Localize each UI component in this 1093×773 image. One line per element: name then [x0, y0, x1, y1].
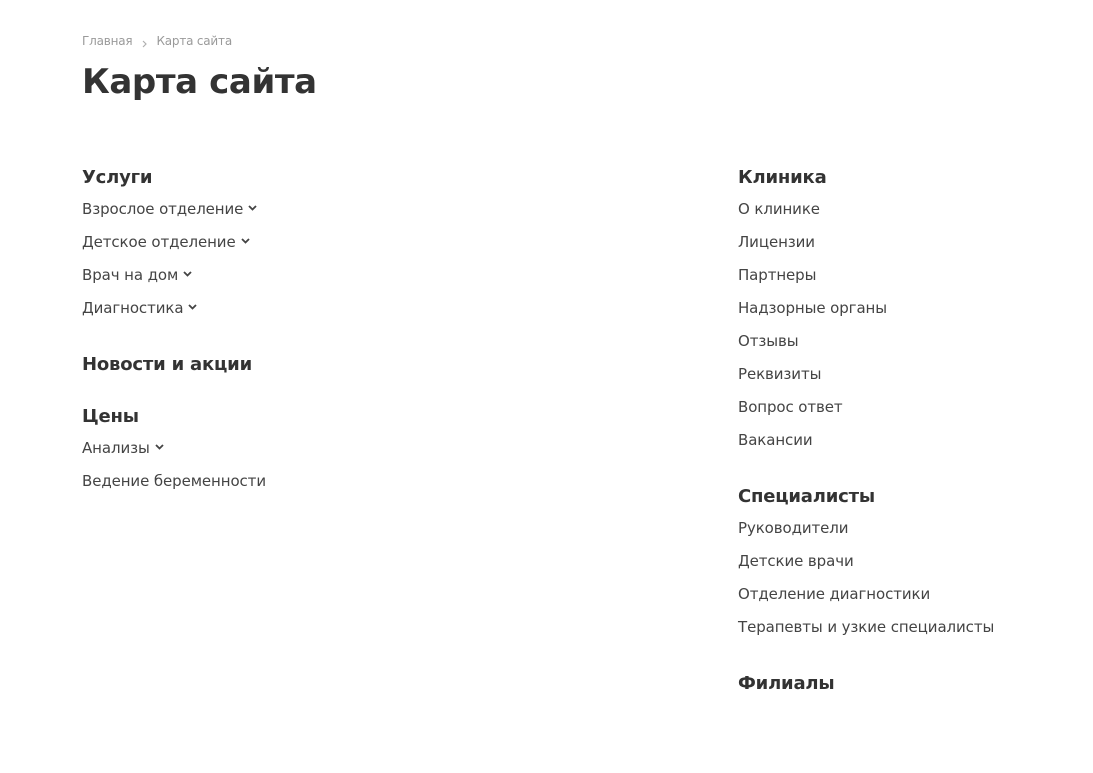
section-title-specialists[interactable]: Специалисты	[738, 486, 875, 507]
chevron-down-icon[interactable]	[183, 261, 192, 289]
sitemap-link[interactable]: Диагностика	[82, 299, 184, 317]
chevron-down-icon[interactable]	[241, 228, 250, 256]
services-list	[82, 195, 266, 327]
sitemap-link-item	[82, 294, 266, 327]
sitemap-link[interactable]: Анализы	[82, 439, 150, 457]
section-title-services[interactable]: Услуги	[82, 167, 153, 188]
page-title: Карта сайта	[82, 62, 317, 102]
sitemap-link-item	[82, 228, 266, 261]
sitemap-link-item	[738, 327, 994, 360]
clinic-list	[738, 195, 994, 459]
section-specialists	[738, 483, 994, 646]
section-branches	[738, 670, 994, 698]
sitemap-link[interactable]: Врач на дом	[82, 266, 179, 284]
section-prices	[82, 403, 266, 500]
breadcrumb-home-link[interactable]: Главная	[82, 34, 133, 48]
chevron-down-icon[interactable]	[188, 294, 197, 322]
section-title-branches[interactable]: Филиалы	[738, 673, 835, 694]
breadcrumb	[82, 33, 232, 49]
sitemap-link-item	[82, 261, 266, 294]
sitemap-link[interactable]: Вопрос ответ	[738, 398, 843, 416]
sitemap-link[interactable]: Терапевты и узкие специалисты	[738, 618, 995, 636]
sitemap-right-column	[738, 164, 994, 722]
sitemap-link-item	[738, 613, 994, 646]
sitemap-link[interactable]: Лицензии	[738, 233, 815, 251]
sitemap-left-column	[82, 164, 266, 524]
sitemap-link[interactable]: Ведение беременности	[82, 472, 266, 490]
sitemap-link[interactable]: Реквизиты	[738, 365, 822, 383]
sitemap-link[interactable]: Вакансии	[738, 431, 813, 449]
chevron-right-icon	[142, 37, 147, 45]
sitemap-link[interactable]: Партнеры	[738, 266, 817, 284]
sitemap-link[interactable]: Надзорные органы	[738, 299, 887, 317]
sitemap-link-item	[738, 393, 994, 426]
section-title-clinic[interactable]: Клиника	[738, 167, 827, 188]
prices-list	[82, 434, 266, 500]
sitemap-link-item	[738, 261, 994, 294]
sitemap-link-item	[82, 195, 266, 228]
sitemap-link[interactable]: Отделение диагностики	[738, 585, 931, 603]
sitemap-link[interactable]: Детские врачи	[738, 552, 854, 570]
section-services	[82, 164, 266, 327]
sitemap-link[interactable]: О клинике	[738, 200, 820, 218]
sitemap-link[interactable]: Взрослое отделение	[82, 200, 244, 218]
section-news	[82, 351, 266, 379]
section-clinic	[738, 164, 994, 459]
sitemap-link[interactable]: Руководители	[738, 519, 849, 537]
sitemap-link-item	[738, 426, 994, 459]
chevron-down-icon[interactable]	[155, 434, 164, 462]
sitemap-link-item	[738, 360, 994, 393]
sitemap-link-item	[82, 467, 266, 500]
sitemap-link-item	[738, 195, 994, 228]
sitemap-link-item	[738, 580, 994, 613]
breadcrumb-current[interactable]: Карта сайта	[156, 34, 232, 48]
section-title-news[interactable]: Новости и акции	[82, 354, 252, 375]
sitemap-link-item	[82, 434, 266, 467]
sitemap-link-item	[738, 547, 994, 580]
section-title-prices[interactable]: Цены	[82, 406, 139, 427]
sitemap-link-item	[738, 228, 994, 261]
chevron-down-icon[interactable]	[248, 195, 257, 223]
sitemap-link[interactable]: Отзывы	[738, 332, 799, 350]
sitemap-link-item	[738, 294, 994, 327]
sitemap-link-item	[738, 514, 994, 547]
sitemap-link[interactable]: Детское отделение	[82, 233, 236, 251]
specialists-list	[738, 514, 994, 646]
